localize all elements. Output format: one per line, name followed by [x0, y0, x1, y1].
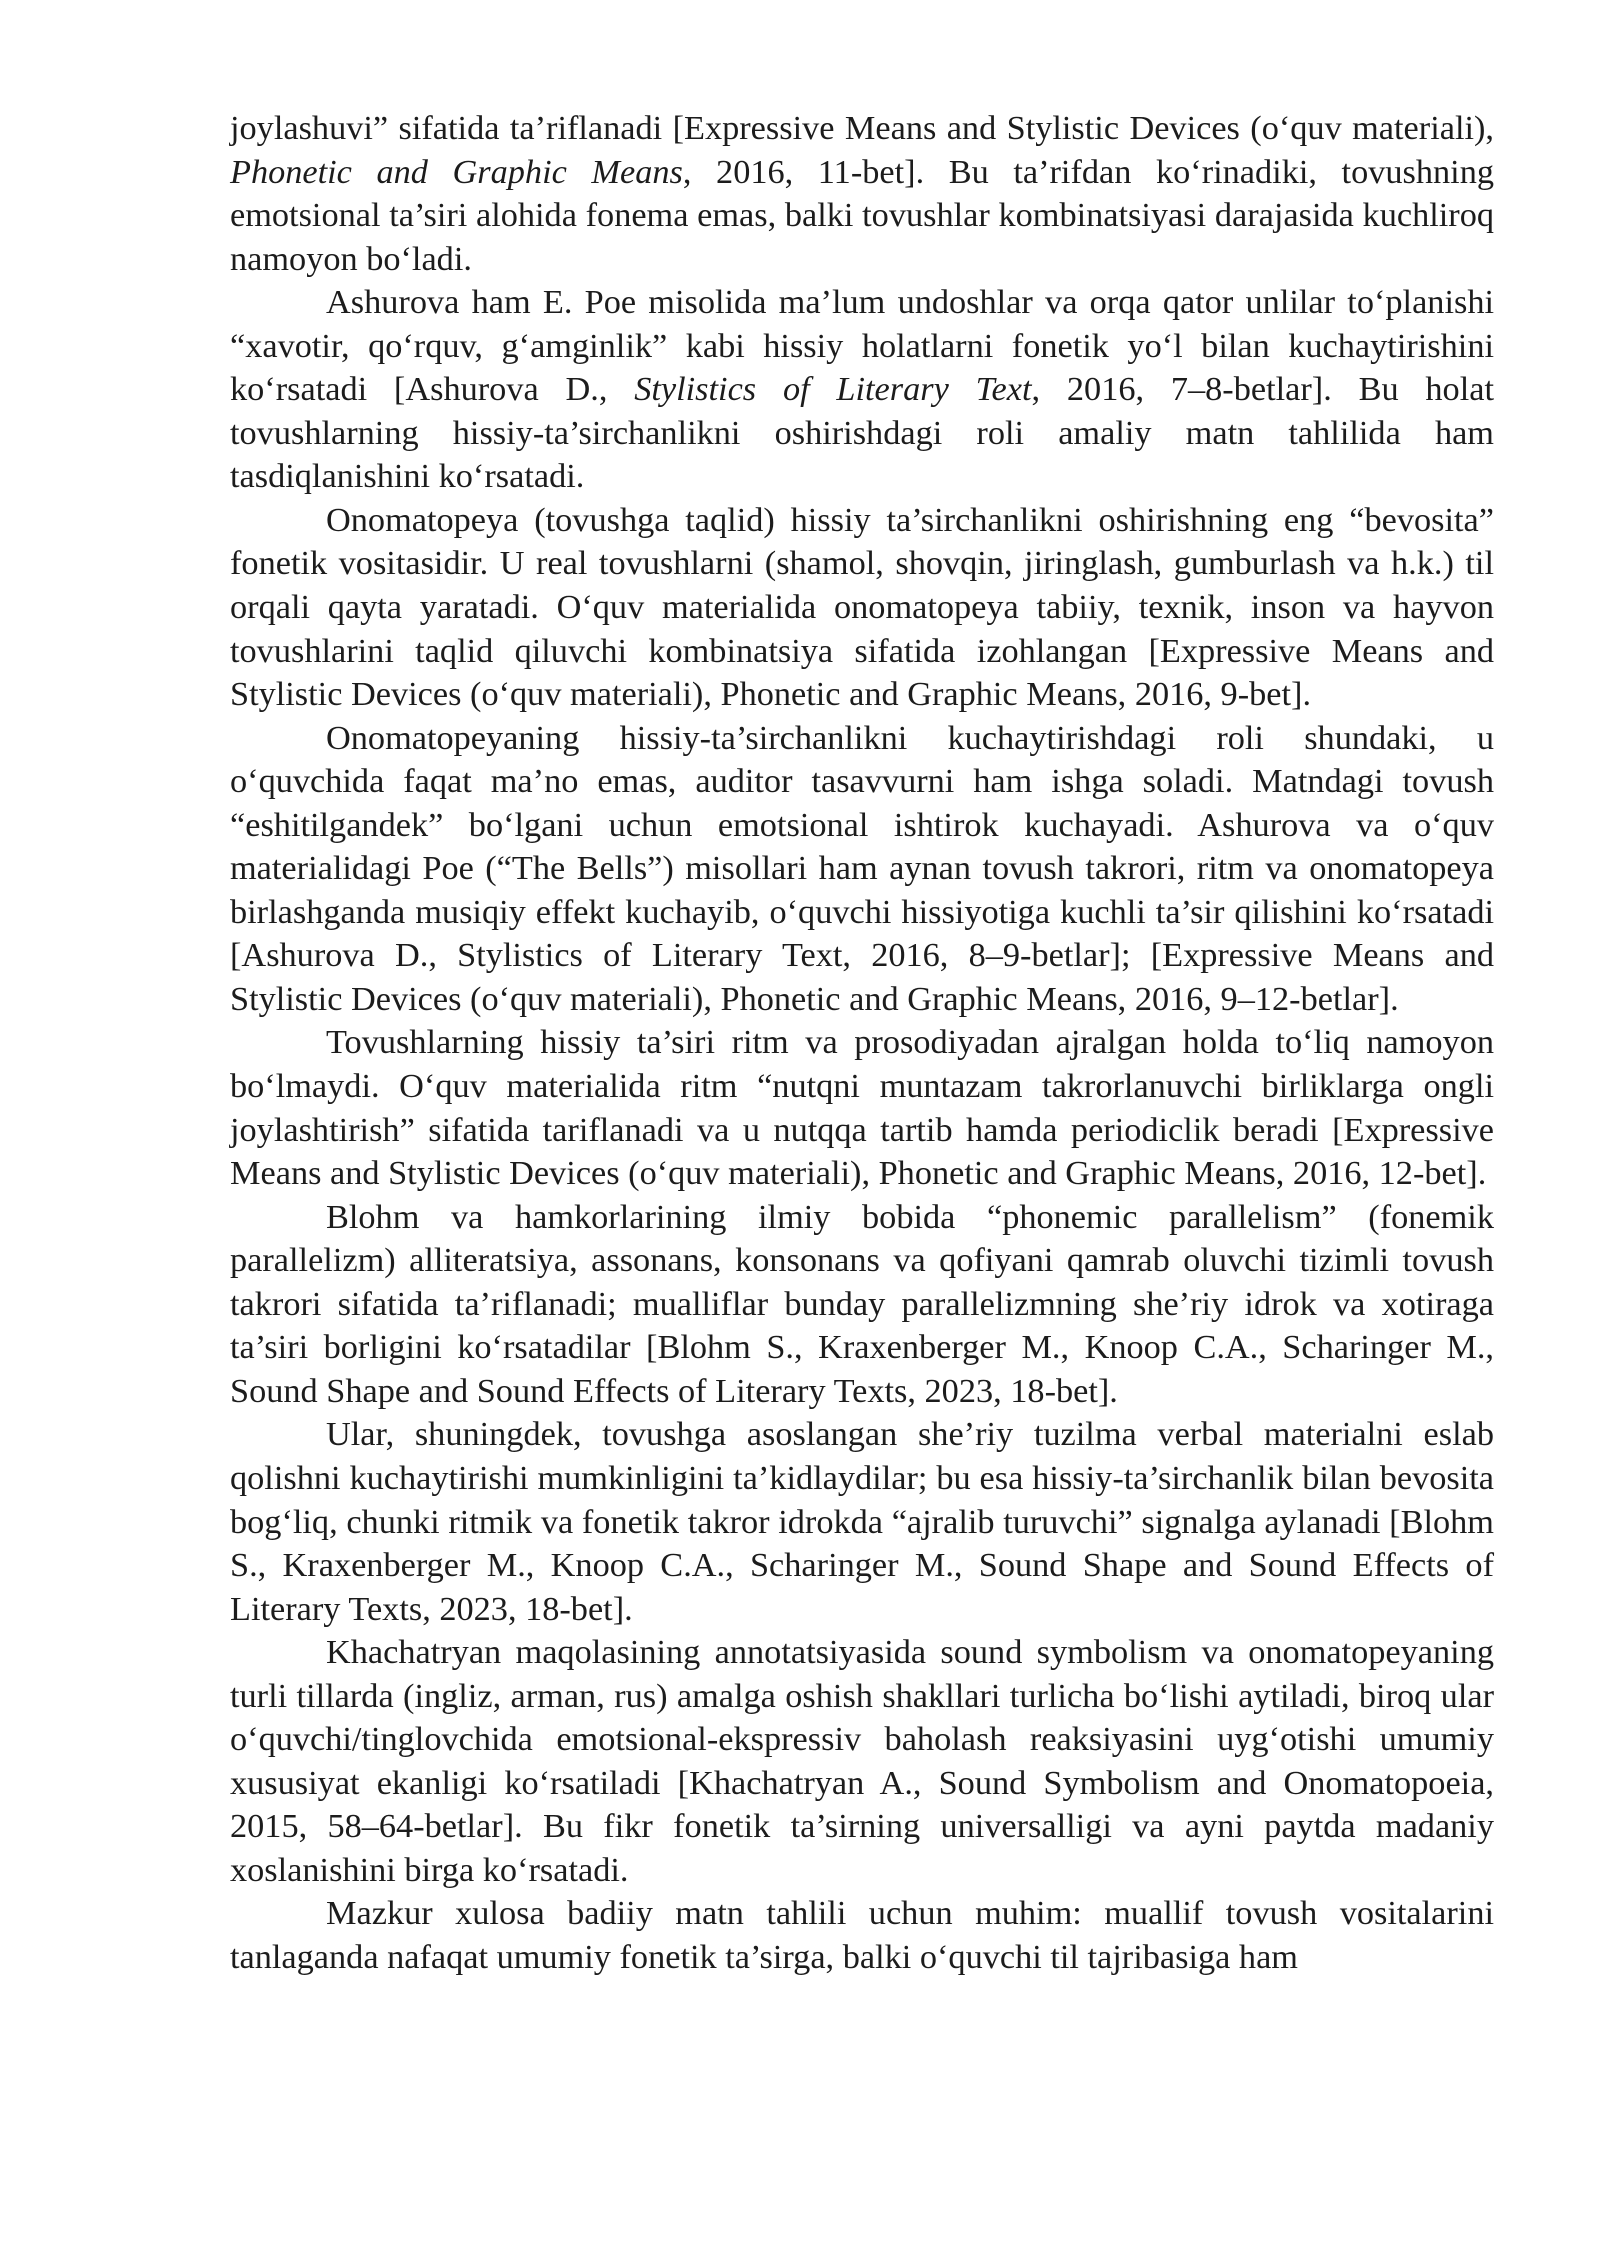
paragraph-2: [230, 281, 1494, 499]
paragraph-1-run-2: Phonetic and Graphic Means: [230, 152, 683, 191]
paragraph-3: [230, 499, 1494, 717]
document-page: [230, 107, 1494, 1980]
paragraph-5: [230, 1021, 1494, 1195]
paragraph-2-run-1: Ashurova ham E. Poe misolida ma’lum undoshlar va orqa qator unlilar to‘planishi “xavotir, qo‘rquv, g‘amginlik” kabi hissiy holatlarni fonetik yo‘l bilan kuchaytirishini ko‘rsatadi [Ashurova D.,: [230, 283, 1494, 409]
paragraph-8: [230, 1631, 1494, 1892]
paragraph-1-run-3: , 2016, 11-bet]. Bu ta’rifdan ko‘rinadiki, tovushning emotsional ta’siri alohida fonema emas, balki tovushlar kombinatsiyasi darajasida kuchliroq namoyon bo‘ladi.: [230, 152, 1494, 278]
paragraph-6: [230, 1196, 1494, 1414]
paragraph-9: [230, 1892, 1494, 1979]
paragraph-2-run-3: , 2016, 7–8-betlar]. Bu holat tovushlarning hissiy-ta’sirchanlikni oshirishdagi roli amaliy matn tahlilida ham tasdiqlanishini ko‘rsatadi.: [230, 370, 1494, 496]
paragraph-3-run-1: Onomatopeya (tovushga taqlid) hissiy ta’sirchanlikni oshirishning eng “bevosita” fonetik vositasidir. U real tovushlarni (shamol, shovqin, jiringlash, gumburlash va h.k.) til orqali qayta yaratadi. O‘quv materialida onomatopeya tabiiy, texnik, inson va hayvon tovushlarini taqlid qiluvchi kombinatsiya sifatida izohlangan [Expressive Means and Stylistic Devices (o‘quv materiali), Phonetic and Graphic Means, 2016, 9-bet].: [230, 500, 1494, 714]
paragraph-7-run-1: Ular, shuningdek, tovushga asoslangan she’riy tuzilma verbal materialni eslab qolishni kuchaytirishi mumkinligini ta’kidlaydilar; bu esa hissiy-ta’sirchanlik bilan bevosita bog‘liq, chunki ritmik va fonetik takror idrokda “ajralib turuvchi” signalga aylanadi [Blohm S., Kraxenberger M., Knoop C.A., Scharinger M., Sound Shape and Sound Effects of Literary Texts, 2023, 18-bet].: [230, 1415, 1494, 1628]
paragraph-9-run-1: Mazkur xulosa badiiy matn tahlili uchun muhim: muallif tovush vositalarini tanlaganda nafaqat umumiy fonetik ta’sirga, balki o‘quvchi til tajribasiga ham: [230, 1894, 1494, 1976]
paragraph-6-run-1: Blohm va hamkorlarining ilmiy bobida “phonemic parallelism” (fonemik parallelizm) alliteratsiya, assonans, konsonans va qofiyani qamrab oluvchi tizimli tovush takrori sifatida ta’riflanadi; mualliflar bunday parallelizmning she’riy idrok va xotiraga ta’siri borligini ko‘rsatadilar [Blohm S., Kraxenberger M., Knoop C.A., Scharinger M., Sound Shape and Sound Effects of Literary Texts, 2023, 18-bet].: [230, 1197, 1494, 1410]
paragraph-1: [230, 107, 1494, 281]
paragraph-5-run-1: Tovushlarning hissiy ta’siri ritm va prosodiyadan ajralgan holda to‘liq namoyon bo‘lmaydi. O‘quv materialida ritm “nutqni muntazam takrorlanuvchi birliklarga ongli joylashtirish” sifatida tariflanadi va u nutqqa tartib hamda periodiclik beradi [Expressive Means and Stylistic Devices (o‘quv materiali), Phonetic and Graphic Means, 2016, 12-bet].: [230, 1023, 1494, 1193]
paragraph-4: [230, 717, 1494, 1022]
paragraph-8-run-1: Khachatryan maqolasining annotatsiyasida sound symbolism va onomatopeyaning turli tillarda (ingliz, arman, rus) amalga oshish shakllari turlicha bo‘lishi aytiladi, biroq ular o‘quvchi/tinglovchida emotsional-ekspressiv baholash reaksiyasini uyg‘otishi umumiy xususiyat ekanligi ko‘rsatiladi [Khachatryan A., Sound Symbolism and Onomatopoeia, 2015, 58–64-betlar]. Bu fikr fonetik ta’sirning universalligi va ayni paytda madaniy xoslanishini birga ko‘rsatadi.: [230, 1633, 1494, 1889]
paragraph-1-run-1: joylashuvi” sifatida ta’riflanadi [Expressive Means and Stylistic Devices (o‘quv materiali),: [230, 109, 1494, 147]
paragraph-7: [230, 1413, 1494, 1631]
paragraph-4-run-1: Onomatopeyaning hissiy-ta’sirchanlikni kuchaytirishdagi roli shundaki, u o‘quvchida faqat ma’no emas, auditor tasavvurni ham ishga soladi. Matndagi tovush “eshitilgandek” bo‘lgani uchun emotsional ishtirok kuchayadi. Ashurova va o‘quv materialidagi Poe (“The Bells”) misollari ham aynan tovush takrori, ritm va onomatopeya birlashganda musiqiy effekt kuchayib, o‘quvchi hissiyotiga kuchli ta’sir qilishini ko‘rsatadi [Ashurova D., Stylistics of Literary Text, 2016, 8–9-betlar]; [Expressive Means and Stylistic Devices (o‘quv materiali), Phonetic and Graphic Means, 2016, 9–12-betlar].: [230, 718, 1494, 1018]
paragraph-2-run-2: Stylistics of Literary Text: [634, 370, 1032, 409]
